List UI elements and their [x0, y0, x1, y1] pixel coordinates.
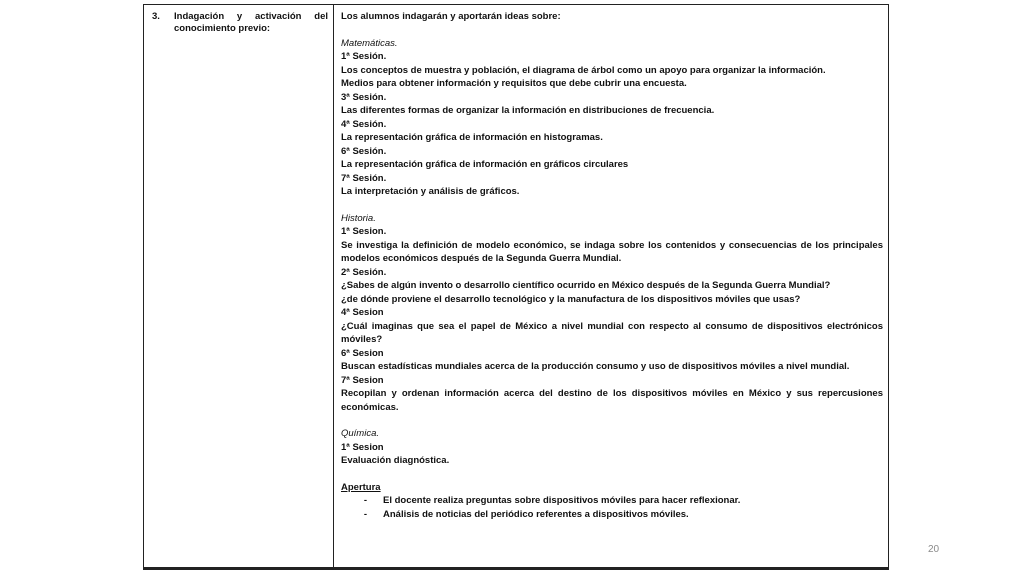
session-label: 6ª Sesion: [341, 347, 384, 359]
list-item-text: Análisis de noticias del periódico referentes a dispositivos móviles.: [383, 508, 689, 520]
row-header-cell: [144, 5, 334, 567]
list-item: [341, 494, 883, 508]
session-text: Buscan estadísticas mundiales acerca de la producción consumo y uso de dispositivos móviles a nivel mundial.: [341, 361, 850, 372]
session-text: Evaluación diagnóstica.: [341, 455, 450, 466]
session-label: 1ª Sesión.: [341, 51, 387, 62]
session-text: Se investiga la definición de modelo económico, se indaga sobre los contenidos y consecuencias de los principales modelos económicos después de la Segunda Guerra Mundial.: [341, 239, 883, 264]
session-text: La representación gráfica de información en histogramas.: [341, 132, 603, 143]
session-label: 7ª Sesion: [341, 374, 384, 386]
session-text: La representación gráfica de información en gráficos circulares: [341, 159, 629, 170]
session-text: Las diferentes formas de organizar la información en distribuciones de frecuencia.: [341, 105, 715, 116]
row-number: 3.: [152, 11, 160, 22]
session-text: ¿de dónde proviene el desarrollo tecnológico y la manufactura de los dispositivos móviles que usas?: [341, 293, 801, 305]
session-text: Medios para obtener información y requisitos que debe cubrir una encuesta.: [341, 78, 687, 89]
session-label: 4ª Sesion: [341, 307, 384, 318]
dash-bullet: -: [363, 508, 367, 520]
subject-title-quimica: Química.: [341, 428, 380, 439]
session-label: 7ª Sesión.: [341, 172, 387, 184]
session-label: 1ª Sesion.: [341, 226, 387, 237]
dash-bullet: -: [363, 495, 367, 506]
session-text: Los conceptos de muestra y población, el diagrama de árbol como un apoyo para organizar la información.: [341, 64, 826, 76]
session-text: La interpretación y análisis de gráficos.: [341, 186, 520, 197]
intro-text: Los alumnos indagarán y aportarán ideas sobre:: [341, 11, 561, 22]
content-cell: [341, 10, 883, 521]
session-label: 2ª Sesión.: [341, 266, 387, 278]
session-label: 6ª Sesión.: [341, 145, 387, 157]
session-text: ¿Sabes de algún invento o desarrollo científico ocurrido en México después de la Segunda Guerra Mundial?: [341, 280, 831, 291]
list-item: [341, 508, 883, 522]
apertura-list: [341, 494, 883, 521]
row-label: Indagación y activación del conocimiento previo:: [174, 11, 328, 34]
session-label: 3ª Sesión.: [341, 91, 387, 103]
list-item-text: El docente realiza preguntas sobre dispositivos móviles para hacer reflexionar.: [383, 495, 741, 506]
apertura-heading: Apertura: [341, 481, 381, 493]
session-label: 4ª Sesión.: [341, 118, 387, 130]
session-text: ¿Cuál imaginas que sea el papel de México a nivel mundial con respecto al consumo de dispositivos electrónicos móviles?: [341, 320, 883, 345]
page-number: 20: [928, 544, 940, 555]
subject-title-historia: Historia.: [341, 212, 376, 224]
session-text: Recopilan y ordenan información acerca del destino de los dispositivos móviles en México y sus repercusiones económicas.: [341, 388, 883, 413]
lesson-table: [143, 4, 889, 568]
table-bottom-border: [143, 568, 889, 570]
session-label: 1ª Sesion: [341, 441, 384, 453]
subject-title-matematicas: Matemáticas.: [341, 37, 398, 49]
